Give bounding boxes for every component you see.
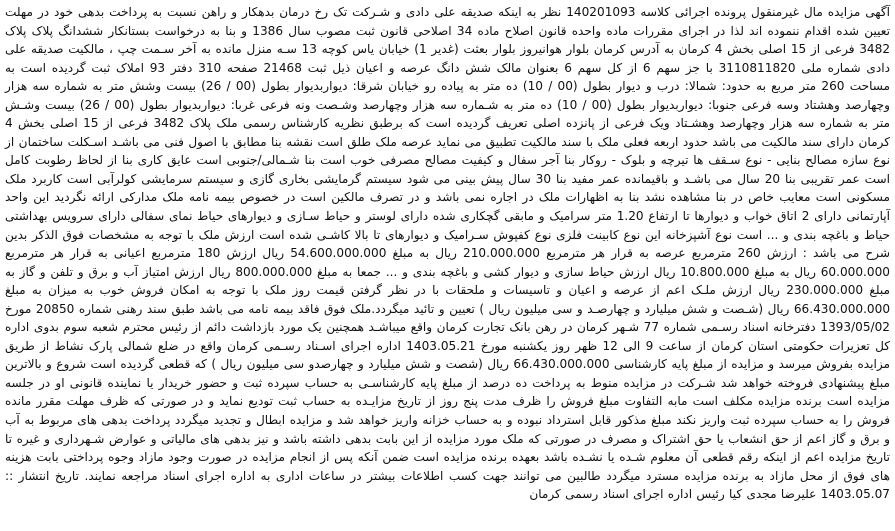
auction-notice-text: آگهی مزایده مال غیرمنقول پرونده اجرائی کلاسه 140201093 نظر به اینکه صدیقه علی دادی و شـرکت تک رخ درمان بدهکار و راهن نسبت به پرداخت بدهی خود در مهلت تعیین شده اقدام ننموده اند لذا در اجرای مقررات ماده واحده قانون اصلاح ماده 34 اصلاحی قانون ثبت مصوب سال 1386 و بنا به درخواست بستانکار ششدانگ پلاک پلاک 3482 فرعی از 15 اصلی بخش 4 کرمان به آدرس کرمان بلوار هوانیروز بلوار بعثت (غدیر 1) خیابان یاس کوچه 13 سـه منزل مانده به آخر سـمت چپ ، مالکیت صدیقه علی دادی شماره ملی 3110811820 با جز سهم 6 از کل سهم 6 بعنوان مالک شش دانگ عرصه و اعیان ذیل ثبت 21468 صفحه 310 دفتر 93 املاک ثبت گردیده است به مساحت 260 متر مربع به حدود: شمالا: درب و دیوار بطول (00 / 10) ده متر به پیاده رو خیابان شرقا: دیواربدیوار بطول (00 / 26) بیست وشش متر به شماره سه هزار وچهارصد وهشتاد وسه فرعی جنوبا: دیواربدیوار بطول (00 / 10) ده متر به شـماره سه هزار وچهارصد وشـصت ونه فرعی غربا: دیواربدیوار بطول (00 / 26) بیست وشـش متر به شماره سه هزار وچهارصد وهشـتاد ویک فرعی از پانزده اصلی تعریف گردیده است که برطبق نظریه کارشناس رسمی ملک پلاک 3482 فرعی از 15 اصلی بخش 4 کرمان دارای سند مالکیت می باشد حدود اربعه فعلی ملک با سند مالکیت تطبیق می نماید عرصه ملک طلق است نقشه بنا مطابق با اصول فنی می باشـد اسـکلت ساختمان از نوع سازه مصالح بنایی - نوع سـقف ها تیرچه و بلوک - روکار بنا آجر سفال و کیفیت مصالح مصرفی خوب است بنا شـمالی/جنوبی است عایق کاری بنا از لحاظ رطوبت کامل است عمر تقریبی بنا 20 سال می باشـد و باقیمانده عمر مفید بنا 30 سال پیش بینی می شود سیستم گرمایشی بخاری گازی و سیستم سرمایشی کولرآبی است کاربرد ملک مسکونی است معایب خاص در بنا مشاهده نشد بنا به اظهارات ملک در اجاره نمی باشد و در تصرف مالکین است در خصوص بیمه نامه ملک مدارکی ارائه نگردید این واحد آپارتمانی دارای 2 اتاق خواب و دیوارها تا ارتفاع 1.20 متر سرامیک و مابقی گچکاری شده دارای لوستر و حیاط سـازی و دیوارهای حیاط نمای سفالی دارای سرویس بهداشتی حیاط و باغچه بندی و ... است نوع آشپزخانه این نوع کابینت فلزی نوع کفپوش سـرامیک و دیوارهای تا بالا کاشـی شده است ارزش ملک با توجه به مشخصات فوق الذکر بدین شرح می باشد : ارزش 260 مترمربع عرصه به قرار هر مترمربع 210.000.000 ریال به مبلغ 54.600.000.000 ریال ارزش 180 مترمربع اعیانی به قرار هر مترمربع 60.000.000 ریال به مبلغ 10.800.000 ریال ارزش حیاط سازی و دیوار کشی و باغچه بندی و ... جمعا به مبلغ 800.000.000 ریال ارزش امتیاز آب و برق و تلفن و گاز به مبلغ 230.000.000 ریال ارزش ملـک اعم از عرصه و اعیان و تاسیسات و ملحقات با در نظر گرفتن قیمت روز ملک با توجه به امکان فروش خوب به میزان به مبلغ 66.430.000.000 ریال (شـصت و شش میلیارد و چهارصـد و سی میلیون ریال ) تعیین و تائید میگردد.ملک فوق فاقد بیمه نامه می باشد طبق سند رهنی شماره 20850 مورخ 1393/05/02 دفترخانه اسناد رسـمی شماره 77 شـهر کرمان در رهن بانک تجارت کرمان واقع میباشـد همچنین یک مورد بازداشت دائم از رئیس محترم شعبه سوم بدوی اداره کل تعزیرات حکومتی استان کرمان از ساعت 9 الی 12 ظهر روز یکشنبه مورخ 1403.05.21 اداره اجرای اسـناد رسـمی کرمان واقع در ضلع شمالی پارک نشاط از طریق مزایده بفروش میرسد و مزایده از مبلغ پایه کارشناسی 66.430.000.000 ریال (شصت و شش میلیارد و چهارصدو سی میلیون ریال ) که قطعی گردیده است شروع و بالاترین مبلغ پیشنهادی فروخته خواهد شد شـرکت در مزایده منوط به پرداخت ده درصد از مبلغ پایه کارشناسـی به حساب سپرده ثبت و حضور خریدار یا نماینده قانونی او در جلسه مزایده است برنده مزایده مکلف است مابه التفاوت مبلغ فروش را ظرف مدت پنج روز از تاریخ مزایـده به حساب ثبت تودیع نماید و در صورتی که ظرف مهلت مقرر مانده فروش را به حساب سپرده ثبت واریز نکند مبلغ مذکور قابل استرداد نبوده و به حساب خزانه واریز خواهد شد و مزایده ابطال و تجدید میگردد پرداخت بدهی های مربوط به آب و برق و گاز اعم از حق انشعاب یا حق اشتراک و مصرف در صورتی که ملک مورد مزایده از این بابت بدهی داشته باشد و نیز بدهی های مالیاتی و عوارض شـهرداری و غیره تا تاریخ مزایده اعم از اینکه رقم قطعی آن معلوم شـده یا نشـده باشد بعهده برنده مزایده است ضمن آنکه پس از انجام مزایده در صورت وجود مازاد وجوه پرداختی بابت هزینه های فوق از محل مازاد به برنده مزایده مسترد میگردد طالبین می توانند جهت کسب اطلاعات بیشتر در ساعات اداری به اداره اجرای اسناد مراجعه نمایند. تاریخ انتشار :: 1403.05.07 علیرضا مجدی کیا رئیس اداره اجرای اسناد رسمی کرمان [5,5,891,502]
